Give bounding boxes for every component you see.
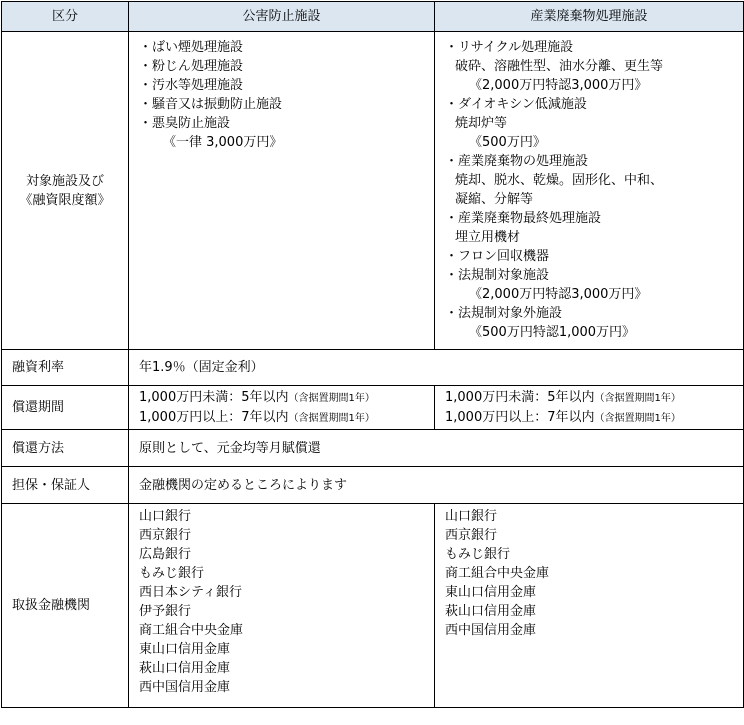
list-item: ・法規制対象外施設 [445,306,563,321]
guarantor-row [2,467,744,504]
pollution-facilities-list [129,32,435,350]
interest-label: 融資利率 [2,350,129,386]
list-item: 商工組合中央金庫 [445,566,550,581]
list-item: ・粉じん処理施設 [139,59,244,74]
facilities-label: 対象施設及び 《融資限度額》 [2,32,129,350]
list-item-detail: 破砕、溶融性型、油水分離、更生等 [455,59,664,74]
list-item: ・汚水等処理施設 [139,78,244,93]
loan-limit: 《2,000万円特認3,000万円》 [469,78,648,93]
list-item: 広島銀行 [139,547,192,562]
header-row [2,2,744,32]
list-item: ・騒音又は振動防止施設 [139,97,283,112]
banks-row [2,504,744,708]
list-item: ・フロン回収機器 [445,249,550,264]
list-item: 山口銀行 [139,509,192,524]
list-item: 西京銀行 [445,528,498,543]
banks-label: 取扱金融機関 [2,504,129,708]
loan-limit: 《一律 3,000万円》 [163,135,283,150]
waste-banks-list [435,504,744,708]
loan-limit: 《2,000万円特認3,000万円》 [469,287,648,302]
list-item: もみじ銀行 [445,547,511,562]
list-item: ・法規制対象施設 [445,268,550,283]
list-item: 西京銀行 [139,528,192,543]
list-item: ・リサイクル処理施設 [445,40,574,55]
interest-row [2,350,744,386]
waste-repayment-period: 1,000万円未満：5年以内（含据置期間1年） 1,000万円以上：7年以内（含据置期間1年） [435,386,744,430]
list-item: もみじ銀行 [139,566,205,581]
header-category: 区分 [2,2,129,32]
list-item: 西日本シティ銀行 [139,585,242,600]
pollution-repayment-period: 1,000万円未満：5年以内（含据置期間1年） 1,000万円以上：7年以内（含据置期間1年） [129,386,435,430]
list-item-detail: 焼却炉等 [455,116,508,131]
interest-value: 年1.9％（固定金利） [129,350,744,386]
list-item: ・産業廃棄物の処理施設 [445,154,589,169]
loan-limit: 《500万円》 [469,135,546,150]
list-item: ・悪臭防止施設 [139,116,231,131]
list-item: 伊予銀行 [139,604,192,619]
list-item: 東山口信用金庫 [445,585,537,600]
list-item: 萩山口信用金庫 [445,604,537,619]
loan-conditions-table [1,1,744,708]
list-item: ・ダイオキシン低減施設 [445,97,587,112]
guarantor-label: 担保・保証人 [2,467,129,504]
repayment-period-label: 償還期間 [2,386,129,430]
repayment-method-row [2,430,744,467]
pollution-banks-list [129,504,435,708]
repayment-method-label: 償還方法 [2,430,129,467]
header-waste-facility: 産業廃棄物処理施設 [435,2,744,32]
waste-facilities-list [435,32,744,350]
list-item: 萩山口信用金庫 [139,661,231,676]
list-item-detail: 焼却、脱水、乾燥。固形化、中和、 [455,173,664,188]
list-item: 西中国信用金庫 [445,623,537,638]
list-item: ・産業廃棄物最終処理施設 [445,211,602,226]
facilities-row [2,32,744,350]
guarantor-value: 金融機関の定めるところによります [129,467,744,504]
list-item: 商工組合中央金庫 [139,623,244,638]
list-item: 山口銀行 [445,509,498,524]
header-pollution-facility: 公害防止施設 [129,2,435,32]
list-item-detail: 埋立用機材 [455,230,521,245]
repayment-method-value: 原則として、元金均等月賦償還 [129,430,744,467]
repayment-period-row [2,386,744,430]
list-item: ・ばい煙処理施設 [139,40,244,55]
loan-limit: 《500万円特認1,000万円》 [469,325,636,340]
list-item: 西中国信用金庫 [139,680,231,695]
list-item-detail: 凝縮、分解等 [455,192,534,207]
list-item: 東山口信用金庫 [139,642,231,657]
